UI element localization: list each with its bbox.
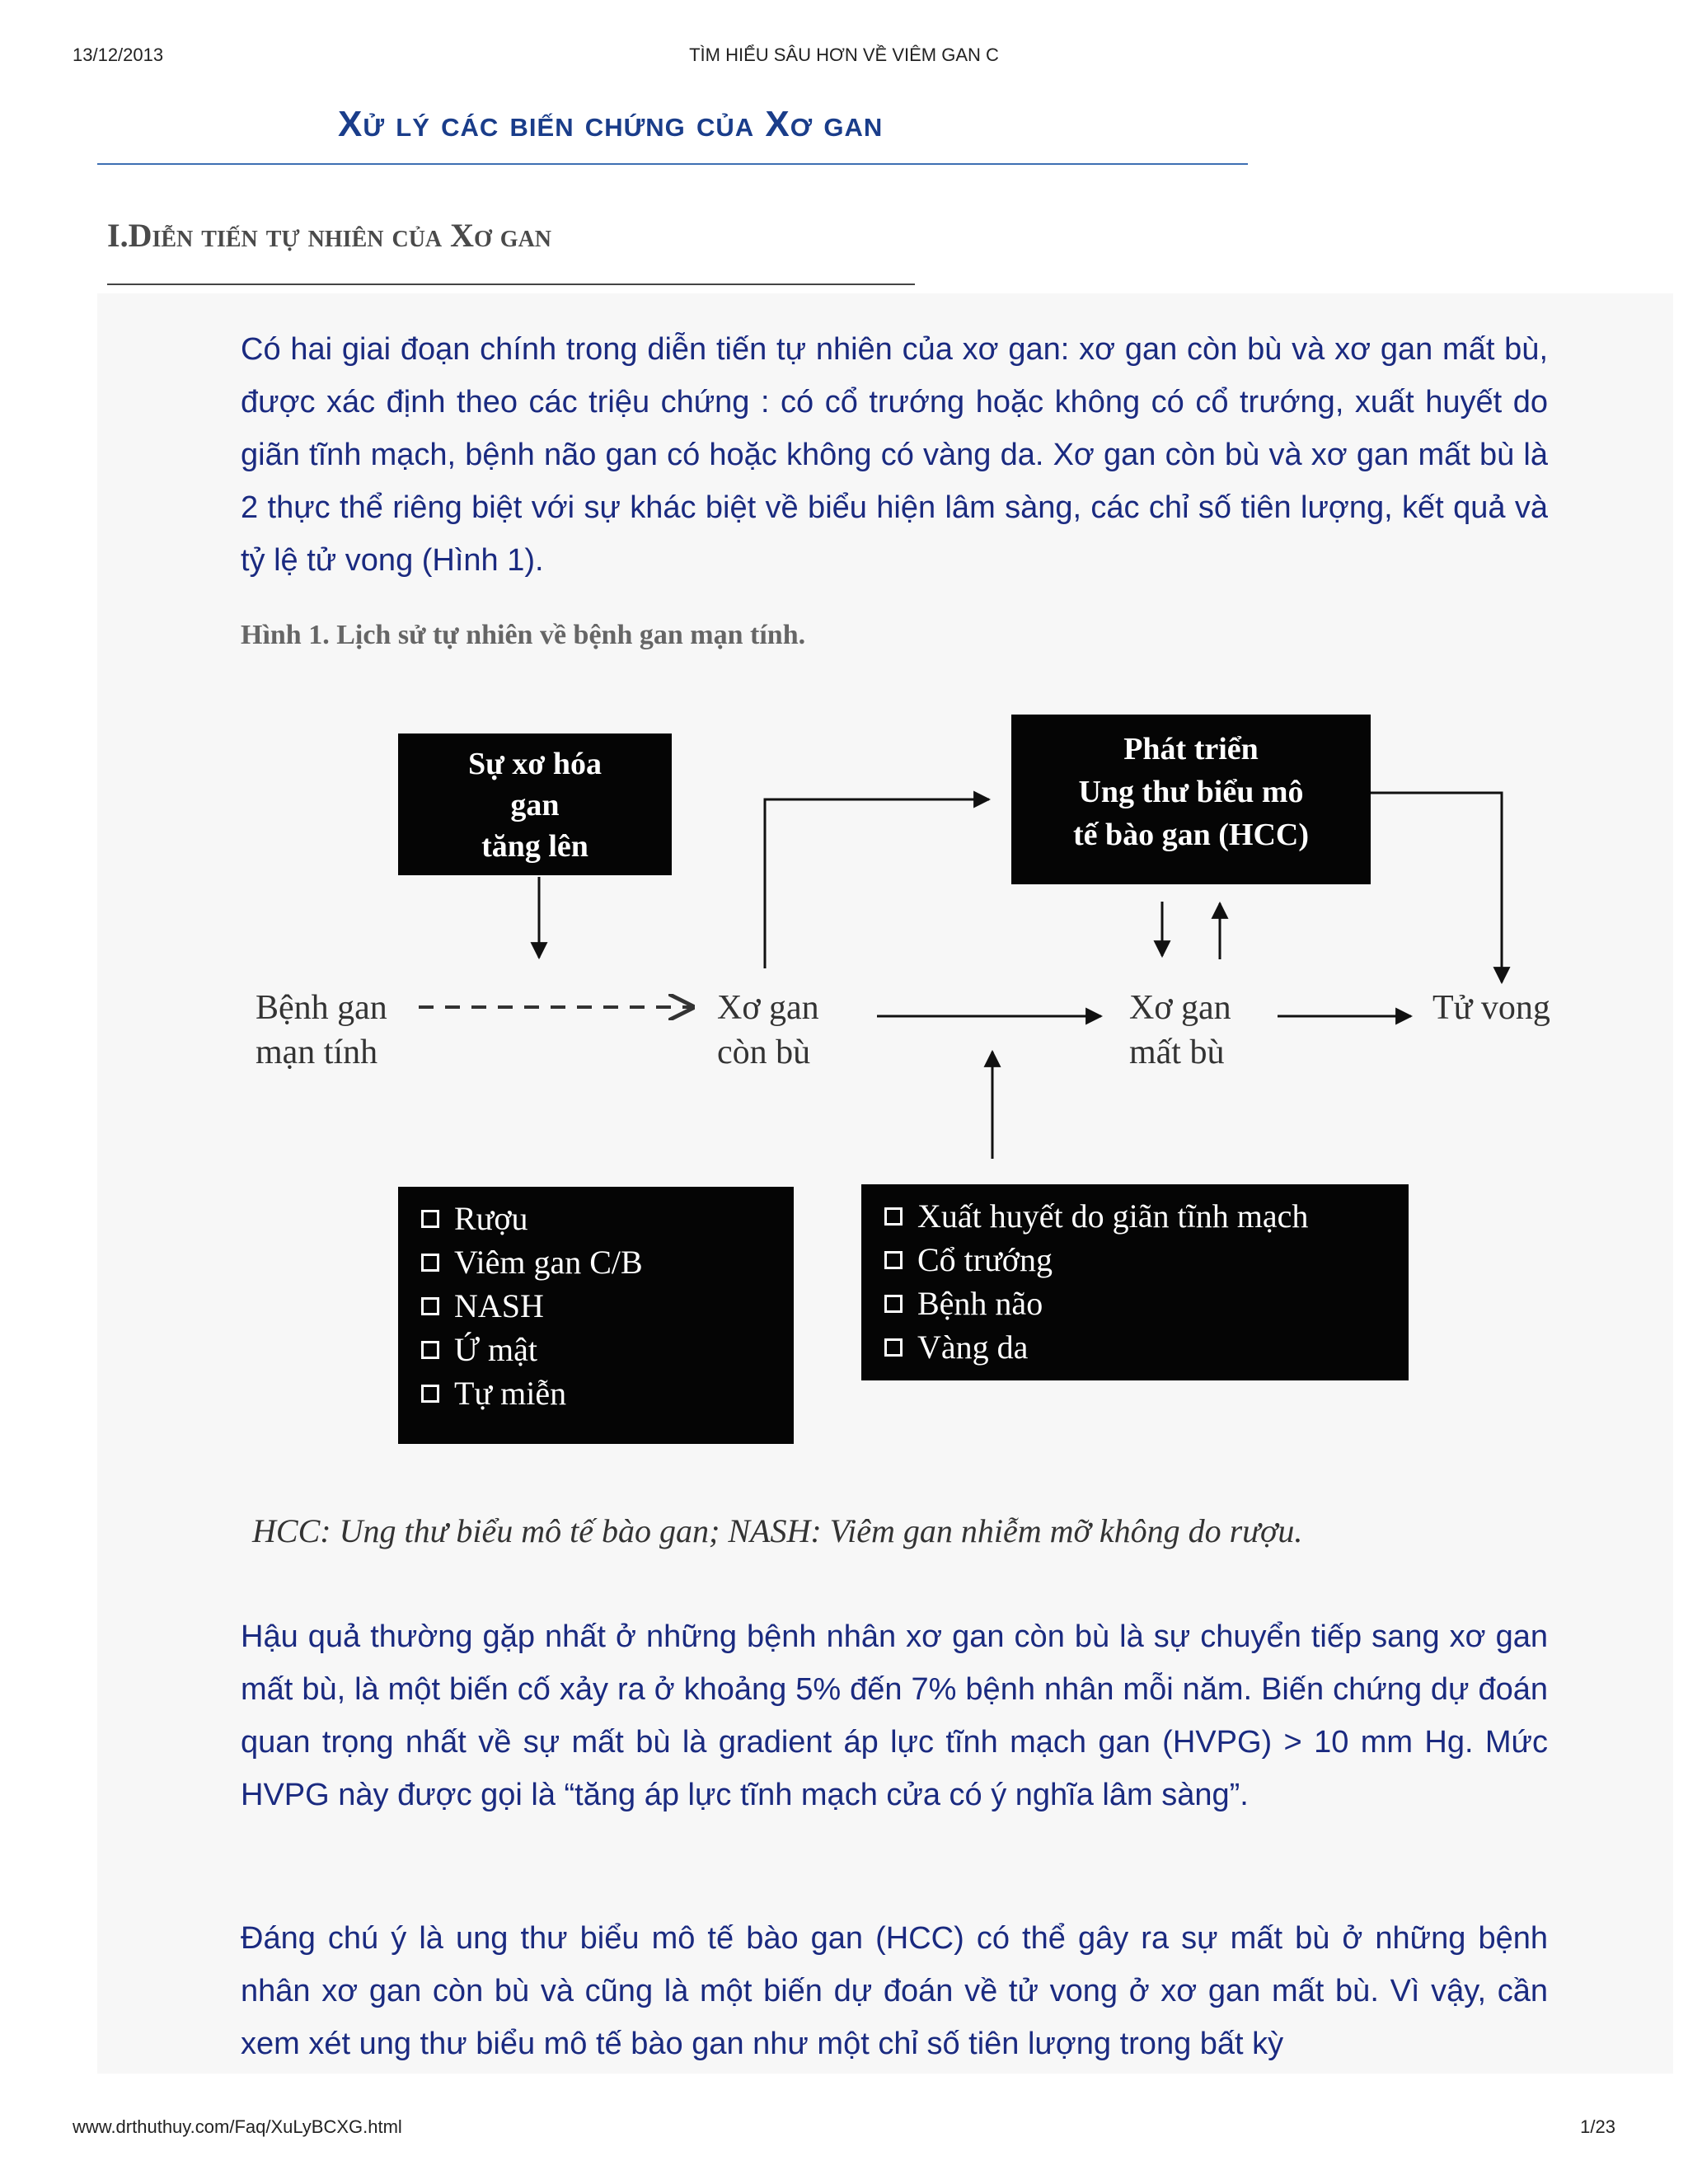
print-date: 13/12/2013 <box>73 45 164 65</box>
cause-item: Ứ mật <box>421 1328 794 1371</box>
complication-item: Cổ trướng <box>884 1238 1409 1282</box>
complication-item: Vàng da <box>884 1325 1409 1369</box>
cause-item: Tự miễn <box>421 1371 794 1415</box>
chronic-liver-disease-label: Bệnh gan mạn tính <box>256 989 387 1071</box>
fibrosis-box: Sự xơ hóa gan tăng lên <box>398 733 672 875</box>
paragraph-1: Có hai giai đoạn chính trong diễn tiến tự nhiên của xơ gan: xơ gan còn bù và xơ gan mất bù, được xác định theo các triệu chứng : có cổ trướng hoặc không có cổ trướng, xuất huyết do giãn tĩnh mạch, bệnh não gan có hoặc không có vàng da. Xơ gan còn bù và xơ gan mất bù là 2 thực thể riêng biệt với sự khác biệt về biểu hiện lâm sàng, các chỉ số tiên lượng, kết quả và tỷ lệ tử vong (Hình 1). <box>241 332 1548 578</box>
arrow-hcc-to-death <box>1371 793 1502 982</box>
complication-item: Xuất huyết do giãn tĩnh mạch <box>884 1194 1409 1238</box>
cause-item: NASH <box>421 1284 794 1328</box>
section-heading: I.Diễn tiến tự nhiên của Xơ gan <box>107 217 552 254</box>
figure-caption: Hình 1. Lịch sử tự nhiên về bệnh gan mạn tính. <box>241 620 806 650</box>
cause-item: Rượu <box>421 1197 794 1240</box>
page-number: 1/23 <box>1580 2116 1615 2137</box>
compensated-cirrhosis-label: Xơ gan còn bù <box>717 989 819 1071</box>
document-title: Xử lý các biến chứng của Xơ gan <box>338 104 884 144</box>
complication-item: Bệnh não <box>884 1282 1409 1325</box>
arrow-compensated-to-hcc <box>765 799 989 968</box>
figure-footnote: HCC: Ung thư biểu mô tế bào gan; NASH: Viêm gan nhiễm mỡ không do rượu. <box>252 1512 1303 1549</box>
paragraph-3: Đáng chú ý là ung thư biểu mô tế bào gan (HCC) có thể gây ra sự mất bù ở những bệnh nhân xơ gan còn bù và cũng là một biến dự đoán về tử vong ở xơ gan mất bù. Vì vậy, cần xem xét ung thư biểu mô tế bào gan như một chỉ số tiên lượng trong bất kỳ <box>241 1921 1548 2061</box>
hcc-box: Phát triển Ung thư biểu mô tế bào gan (HCC) <box>1011 715 1371 884</box>
decompensated-cirrhosis-label: Xơ gan mất bù <box>1129 989 1231 1071</box>
site-title: TÌM HIỂU SÂU HƠN VỀ VIÊM GAN C <box>689 45 999 65</box>
cause-item: Viêm gan C/B <box>421 1240 794 1284</box>
paragraph-2: Hậu quả thường gặp nhất ở những bệnh nhân xơ gan còn bù là sự chuyển tiếp sang xơ gan mất bù, là một biến cố xảy ra ở khoảng 5% đến 7% bệnh nhân mỗi năm. Biến chứng dự đoán quan trọng nhất về sự mất bù là gradient áp lực tĩnh mạch gan (HVPG) > 10 mm Hg. Mức HVPG này được gọi là “tăng áp lực tĩnh mạch cửa có ý nghĩa lâm sàng”. <box>241 1619 1548 1812</box>
footer-url[interactable]: www.drthuthuy.com/Faq/XuLyBCXG.html <box>73 2116 402 2137</box>
death-label: Tử vong <box>1432 989 1550 1027</box>
